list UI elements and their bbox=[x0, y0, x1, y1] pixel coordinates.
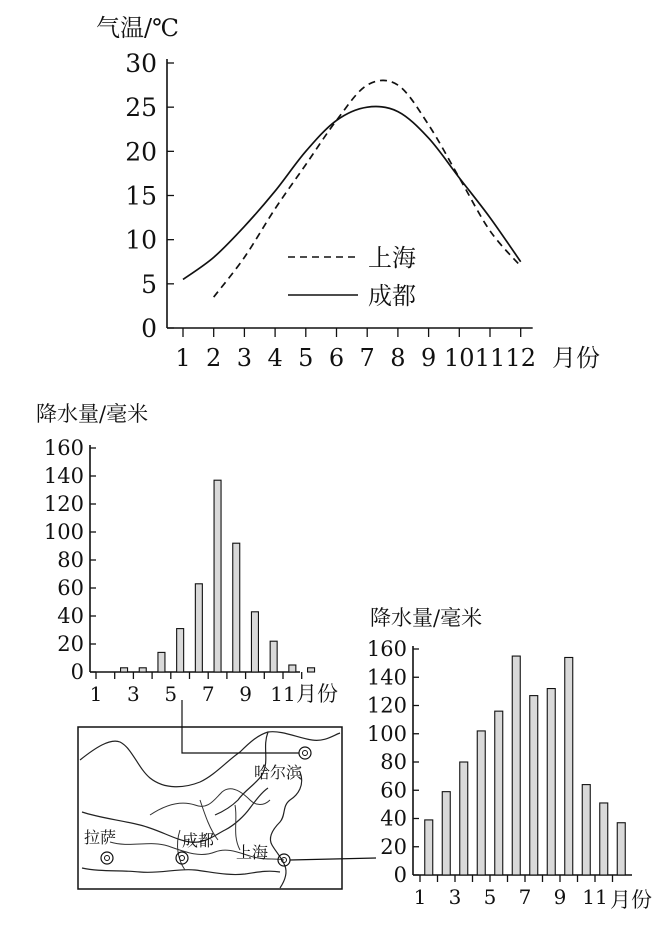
precip-bar-month-12 bbox=[308, 668, 315, 672]
precip-bar-month-11 bbox=[289, 665, 296, 672]
precip-bar-month-5 bbox=[495, 711, 503, 875]
precip-x-tick-label: 7 bbox=[201, 682, 215, 706]
temp-x-tick-label: 1 bbox=[175, 344, 191, 372]
temp-axes bbox=[125, 49, 536, 372]
precip-bar-month-2 bbox=[442, 792, 450, 875]
precip-bar-month-1 bbox=[425, 820, 433, 875]
precip-y-tick-label: 80 bbox=[57, 548, 84, 572]
precip-bar-month-10 bbox=[270, 641, 277, 672]
precip-y-tick-label: 80 bbox=[380, 750, 407, 774]
precip-bar-month-9 bbox=[251, 612, 258, 672]
precip-bar-month-3 bbox=[139, 668, 146, 672]
temp-legend bbox=[288, 244, 416, 310]
legend-label-chengdu: 成都 bbox=[368, 282, 416, 310]
precip-bar-month-7 bbox=[530, 696, 538, 875]
precip-bar-month-7 bbox=[214, 480, 221, 672]
precip-chart-shanghai bbox=[367, 606, 652, 912]
precip-bar-month-2 bbox=[121, 668, 128, 672]
precip-x-tick-label: 1 bbox=[89, 682, 103, 706]
precip-y-tick-label: 140 bbox=[366, 665, 407, 690]
china-map-inset bbox=[78, 700, 376, 889]
precip-bar-month-4 bbox=[158, 652, 165, 672]
precip-y-tick-label: 120 bbox=[366, 693, 407, 718]
temp-y-tick-label: 25 bbox=[125, 93, 157, 123]
temp-y-tick-label: 5 bbox=[141, 269, 157, 299]
precip1-bars bbox=[121, 480, 315, 672]
precip-y-tick-label: 100 bbox=[366, 721, 407, 746]
precip1-y-label: 降水量/毫米 bbox=[36, 402, 149, 426]
precip-x-tick-label: 1 bbox=[413, 885, 427, 909]
precip-x-tick-label: 9 bbox=[239, 682, 252, 706]
temperature-chart bbox=[96, 14, 600, 372]
temp-x-tick-label: 3 bbox=[236, 344, 253, 372]
precip-x-tick-label: 3 bbox=[127, 682, 140, 706]
precip-bar-month-8 bbox=[547, 689, 555, 875]
precip-bar-month-6 bbox=[195, 584, 202, 672]
precip-y-tick-label: 60 bbox=[380, 778, 407, 803]
map-frame bbox=[78, 727, 342, 889]
city-label-harbin: 哈尔滨 bbox=[254, 763, 303, 782]
precip-y-tick-label: 100 bbox=[43, 520, 84, 544]
precip-bar-month-12 bbox=[617, 823, 625, 875]
city-label-lhasa: 拉萨 bbox=[84, 828, 117, 847]
temp-x-tick-label: 12 bbox=[505, 344, 536, 372]
temp-y-tick-label: 20 bbox=[125, 137, 157, 167]
temp-x-tick-label: 9 bbox=[420, 344, 437, 372]
precip-x-tick-label: 7 bbox=[518, 885, 532, 909]
precip-x-tick-label: 5 bbox=[483, 885, 497, 909]
temp-y-tick-label: 10 bbox=[125, 225, 157, 255]
precip-y-tick-label: 160 bbox=[43, 436, 84, 460]
temp-x-tick-label: 5 bbox=[298, 344, 314, 372]
precip-y-tick-label: 40 bbox=[57, 604, 84, 628]
precip-y-tick-label: 40 bbox=[380, 806, 407, 831]
precip-y-tick-label: 0 bbox=[70, 660, 84, 684]
precip-bar-month-5 bbox=[177, 629, 184, 672]
temp-x-tick-label: 6 bbox=[328, 344, 345, 372]
precip-bar-month-8 bbox=[233, 543, 240, 672]
precip2-bars bbox=[425, 656, 626, 875]
temp-y-tick-label: 30 bbox=[125, 49, 157, 78]
precip1-axes bbox=[44, 436, 302, 706]
precip-y-tick-label: 120 bbox=[43, 492, 84, 516]
precip-x-tick-label: 11 bbox=[582, 885, 608, 909]
precip2-y-label: 降水量/毫米 bbox=[370, 606, 483, 630]
temp-x-tick-label: 8 bbox=[390, 344, 406, 372]
precip-bar-month-11 bbox=[600, 803, 608, 875]
temp-series-chengdu bbox=[183, 106, 521, 279]
temp-x-tick-label: 4 bbox=[267, 344, 283, 372]
precip-bar-month-6 bbox=[512, 656, 520, 875]
precip-chart-harbin bbox=[36, 402, 338, 706]
precip-x-tick-label: 9 bbox=[553, 885, 567, 909]
temp-x-tick-label: 7 bbox=[359, 344, 375, 372]
precip-bar-month-9 bbox=[565, 657, 573, 875]
temp-lines bbox=[183, 80, 521, 297]
precip-x-tick-label: 5 bbox=[164, 682, 178, 706]
precip2-x-label: 月份 bbox=[610, 888, 652, 912]
temp-x-label: 月份 bbox=[552, 344, 600, 372]
precip1-x-label: 月份 bbox=[296, 682, 338, 706]
precip-x-tick-label: 3 bbox=[448, 885, 462, 909]
precip-bar-month-4 bbox=[477, 731, 485, 875]
legend-label-shanghai: 上海 bbox=[368, 244, 416, 272]
temp-x-tick-label: 10 bbox=[444, 344, 475, 372]
precip-y-tick-label: 20 bbox=[57, 632, 84, 656]
city-label-chengdu: 成都 bbox=[182, 831, 215, 850]
precip-y-tick-label: 0 bbox=[393, 863, 407, 887]
precip-y-tick-label: 160 bbox=[366, 637, 407, 661]
precip-bar-month-10 bbox=[582, 785, 590, 875]
precip-y-tick-label: 60 bbox=[57, 576, 84, 600]
precip-bar-month-3 bbox=[460, 762, 468, 875]
temp-y-label: 气温/℃ bbox=[96, 14, 179, 42]
city-label-shanghai: 上海 bbox=[236, 843, 269, 862]
precip-y-tick-label: 20 bbox=[380, 834, 407, 859]
temp-x-tick-label: 11 bbox=[474, 344, 506, 372]
precip-x-tick-label: 11 bbox=[270, 682, 296, 706]
temp-x-tick-label: 2 bbox=[206, 344, 222, 372]
temp-y-tick-label: 15 bbox=[125, 181, 157, 211]
temp-y-tick-label: 0 bbox=[141, 314, 157, 343]
precip-y-tick-label: 140 bbox=[43, 464, 84, 488]
